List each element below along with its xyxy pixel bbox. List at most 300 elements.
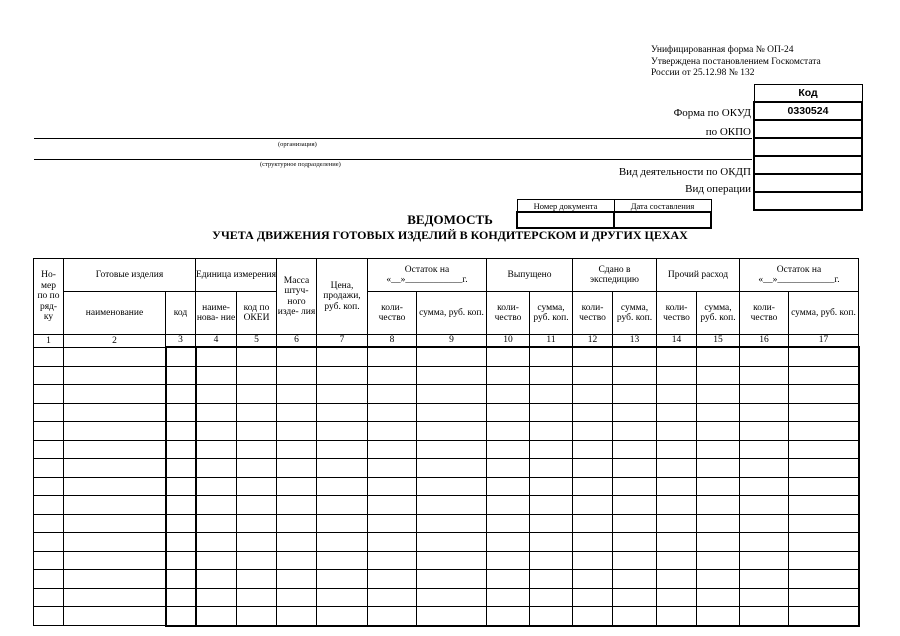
table-cell[interactable]	[317, 570, 368, 589]
header-number-e: ку	[43, 312, 54, 323]
table-cell[interactable]	[487, 347, 530, 366]
table-cell[interactable]	[237, 403, 277, 422]
table-cell[interactable]	[34, 533, 64, 552]
table-cell[interactable]	[487, 477, 530, 496]
table-cell[interactable]	[789, 551, 859, 570]
table-row	[34, 403, 859, 422]
column-number: 15	[697, 335, 740, 348]
header-released-sum: сумма, руб. коп.	[530, 292, 573, 335]
table-cell[interactable]	[196, 607, 237, 626]
table-cell[interactable]	[740, 588, 789, 607]
table-cell[interactable]	[740, 551, 789, 570]
table-cell[interactable]	[196, 422, 237, 441]
table-cell[interactable]	[740, 403, 789, 422]
table-cell[interactable]	[277, 514, 317, 533]
table-cell[interactable]	[417, 422, 487, 441]
table-cell[interactable]	[34, 477, 64, 496]
table-cell[interactable]	[657, 496, 697, 515]
table-cell[interactable]	[64, 514, 166, 533]
table-cell[interactable]	[277, 385, 317, 404]
table-cell[interactable]	[277, 459, 317, 478]
table-cell[interactable]	[34, 514, 64, 533]
table-cell[interactable]	[34, 570, 64, 589]
table-cell[interactable]	[417, 533, 487, 552]
table-cell[interactable]	[34, 403, 64, 422]
table-cell[interactable]	[573, 403, 613, 422]
table-cell[interactable]	[417, 588, 487, 607]
table-cell[interactable]	[740, 385, 789, 404]
table-cell[interactable]	[64, 347, 166, 366]
table-cell[interactable]	[317, 403, 368, 422]
table-cell[interactable]	[196, 570, 237, 589]
table-cell[interactable]	[573, 440, 613, 459]
table-cell[interactable]	[573, 514, 613, 533]
table-cell[interactable]	[417, 366, 487, 385]
table-cell[interactable]	[368, 496, 417, 515]
table-row	[34, 440, 859, 459]
header-expedition-sum: сумма, руб. коп.	[613, 292, 657, 335]
table-cell[interactable]	[64, 570, 166, 589]
table-cell[interactable]	[417, 440, 487, 459]
table-cell[interactable]	[789, 588, 859, 607]
column-number: 7	[317, 335, 368, 348]
table-cell[interactable]	[657, 366, 697, 385]
table-cell[interactable]	[196, 440, 237, 459]
table-cell[interactable]	[196, 403, 237, 422]
codes-table	[753, 84, 863, 211]
table-cell[interactable]	[317, 422, 368, 441]
table-cell[interactable]	[530, 477, 573, 496]
table-cell[interactable]	[64, 459, 166, 478]
table-cell[interactable]	[487, 551, 530, 570]
table-cell[interactable]	[64, 607, 166, 626]
table-cell[interactable]	[657, 533, 697, 552]
table-cell[interactable]	[530, 514, 573, 533]
table-cell[interactable]	[657, 459, 697, 478]
table-cell[interactable]	[573, 459, 613, 478]
table-cell[interactable]	[740, 440, 789, 459]
table-cell[interactable]	[697, 588, 740, 607]
table-cell[interactable]	[697, 347, 740, 366]
table-cell[interactable]	[487, 533, 530, 552]
table-cell[interactable]	[740, 477, 789, 496]
table-cell[interactable]	[166, 514, 196, 533]
table-cell[interactable]	[613, 588, 657, 607]
table-cell[interactable]	[368, 347, 417, 366]
table-cell[interactable]	[613, 607, 657, 626]
table-cell[interactable]	[237, 496, 277, 515]
table-cell[interactable]	[487, 514, 530, 533]
table-cell[interactable]	[237, 514, 277, 533]
table-cell[interactable]	[740, 347, 789, 366]
table-cell[interactable]	[417, 403, 487, 422]
table-cell[interactable]	[697, 385, 740, 404]
table-cell[interactable]	[789, 366, 859, 385]
table-cell[interactable]	[487, 459, 530, 478]
table-cell[interactable]	[613, 422, 657, 441]
table-cell[interactable]	[166, 570, 196, 589]
table-cell[interactable]	[573, 607, 613, 626]
table-cell[interactable]	[789, 496, 859, 515]
table-cell[interactable]	[697, 477, 740, 496]
table-cell[interactable]	[789, 514, 859, 533]
table-cell[interactable]	[573, 366, 613, 385]
table-cell[interactable]	[530, 496, 573, 515]
table-cell[interactable]	[530, 570, 573, 589]
table-cell[interactable]	[657, 588, 697, 607]
table-cell[interactable]	[613, 459, 657, 478]
table-cell[interactable]	[657, 385, 697, 404]
table-cell[interactable]	[317, 588, 368, 607]
table-cell[interactable]	[740, 422, 789, 441]
table-cell[interactable]	[166, 403, 196, 422]
table-cell[interactable]	[64, 496, 166, 515]
table-cell[interactable]	[613, 570, 657, 589]
table-cell[interactable]	[317, 607, 368, 626]
table-cell[interactable]	[368, 514, 417, 533]
table-cell[interactable]	[697, 514, 740, 533]
table-cell[interactable]	[487, 570, 530, 589]
extra-code-value[interactable]	[754, 138, 862, 156]
table-cell[interactable]	[530, 533, 573, 552]
header-number-c: по по	[37, 291, 60, 302]
table-cell[interactable]	[277, 533, 317, 552]
table-cell[interactable]	[613, 403, 657, 422]
table-cell[interactable]	[277, 477, 317, 496]
table-cell[interactable]	[34, 588, 64, 607]
table-cell[interactable]	[613, 551, 657, 570]
table-cell[interactable]	[657, 551, 697, 570]
table-cell[interactable]	[740, 533, 789, 552]
table-cell[interactable]	[417, 477, 487, 496]
table-cell[interactable]	[417, 514, 487, 533]
table-cell[interactable]	[237, 347, 277, 366]
table-cell[interactable]	[277, 440, 317, 459]
table-cell[interactable]	[613, 347, 657, 366]
table-cell[interactable]	[657, 477, 697, 496]
header-number-d: ряд-	[39, 301, 58, 312]
table-cell[interactable]	[277, 347, 317, 366]
table-cell[interactable]	[789, 607, 859, 626]
operation-value[interactable]	[754, 192, 862, 210]
table-cell[interactable]	[368, 588, 417, 607]
table-cell[interactable]	[196, 347, 237, 366]
table-cell[interactable]	[573, 385, 613, 404]
table-cell[interactable]	[417, 347, 487, 366]
table-cell[interactable]	[196, 366, 237, 385]
table-cell[interactable]	[317, 533, 368, 552]
table-cell[interactable]	[34, 551, 64, 570]
table-cell[interactable]	[277, 403, 317, 422]
table-cell[interactable]	[697, 422, 740, 441]
table-cell[interactable]	[237, 440, 277, 459]
table-cell[interactable]	[573, 422, 613, 441]
table-cell[interactable]	[368, 459, 417, 478]
table-cell[interactable]	[277, 570, 317, 589]
table-cell[interactable]	[657, 514, 697, 533]
table-cell[interactable]	[166, 440, 196, 459]
table-cell[interactable]	[487, 440, 530, 459]
codes-title: Код	[754, 85, 862, 103]
table-cell[interactable]	[237, 607, 277, 626]
form-header-line1: Унифицированная форма № ОП-24	[651, 45, 794, 55]
table-cell[interactable]	[64, 588, 166, 607]
table-cell[interactable]	[613, 514, 657, 533]
okdp-value[interactable]	[754, 174, 862, 192]
table-cell[interactable]	[368, 533, 417, 552]
column-number: 5	[237, 335, 277, 348]
table-cell[interactable]	[317, 366, 368, 385]
table-cell[interactable]	[34, 440, 64, 459]
table-cell[interactable]	[64, 366, 166, 385]
table-cell[interactable]	[237, 385, 277, 404]
table-cell[interactable]	[34, 496, 64, 515]
table-cell[interactable]	[277, 551, 317, 570]
table-cell[interactable]	[740, 570, 789, 589]
table-cell[interactable]	[697, 533, 740, 552]
extra-code-value-2[interactable]	[754, 156, 862, 174]
header-price: Цена, продажи, руб. коп.	[317, 259, 368, 335]
subdivision-line[interactable]	[34, 159, 752, 160]
table-cell[interactable]	[368, 440, 417, 459]
table-cell[interactable]	[237, 551, 277, 570]
table-cell[interactable]	[697, 607, 740, 626]
table-cell[interactable]	[789, 477, 859, 496]
table-row	[34, 607, 859, 626]
table-cell[interactable]	[237, 459, 277, 478]
table-cell[interactable]	[573, 551, 613, 570]
table-cell[interactable]	[789, 422, 859, 441]
table-cell[interactable]	[697, 570, 740, 589]
table-cell[interactable]	[64, 477, 166, 496]
okdp-label: Вид деятельности по ОКДП	[618, 166, 751, 178]
table-cell[interactable]	[368, 422, 417, 441]
table-cell[interactable]	[368, 570, 417, 589]
table-cell[interactable]	[196, 514, 237, 533]
table-cell[interactable]	[530, 366, 573, 385]
table-cell[interactable]	[789, 385, 859, 404]
table-cell[interactable]	[196, 496, 237, 515]
table-cell[interactable]	[697, 551, 740, 570]
table-cell[interactable]	[317, 440, 368, 459]
table-cell[interactable]	[368, 385, 417, 404]
header-rest-start-sum: сумма, руб. коп.	[417, 292, 487, 335]
table-cell[interactable]	[237, 533, 277, 552]
table-cell[interactable]	[368, 403, 417, 422]
table-cell[interactable]	[34, 422, 64, 441]
table-cell[interactable]	[740, 607, 789, 626]
table-cell[interactable]	[277, 366, 317, 385]
table-cell[interactable]	[166, 459, 196, 478]
table-cell[interactable]	[487, 496, 530, 515]
table-cell[interactable]	[573, 588, 613, 607]
table-cell[interactable]	[237, 570, 277, 589]
table-cell[interactable]	[657, 422, 697, 441]
table-cell[interactable]	[417, 459, 487, 478]
table-cell[interactable]	[740, 514, 789, 533]
table-cell[interactable]	[317, 459, 368, 478]
table-cell[interactable]	[487, 607, 530, 626]
table-cell[interactable]	[237, 588, 277, 607]
table-cell[interactable]	[530, 607, 573, 626]
column-number: 11	[530, 335, 573, 348]
table-cell[interactable]	[317, 477, 368, 496]
table-cell[interactable]	[613, 366, 657, 385]
organization-line[interactable]	[34, 138, 752, 139]
column-number: 12	[573, 335, 613, 348]
table-cell[interactable]	[613, 440, 657, 459]
table-cell[interactable]	[657, 570, 697, 589]
table-cell[interactable]	[317, 551, 368, 570]
table-cell[interactable]	[487, 588, 530, 607]
table-cell[interactable]	[368, 477, 417, 496]
table-body	[34, 347, 859, 626]
column-numbers-row	[34, 335, 859, 348]
table-cell[interactable]	[740, 366, 789, 385]
table-cell[interactable]	[789, 403, 859, 422]
header-released-qty: коли- чество	[487, 292, 530, 335]
header-expedition: Сдано в экспедицию	[573, 259, 657, 292]
okud-label: Форма по ОКУД	[673, 107, 751, 119]
table-cell[interactable]	[196, 588, 237, 607]
table-cell[interactable]	[277, 496, 317, 515]
table-cell[interactable]	[740, 496, 789, 515]
table-cell[interactable]	[487, 422, 530, 441]
table-cell[interactable]	[697, 459, 740, 478]
table-cell[interactable]	[573, 570, 613, 589]
table-cell[interactable]	[166, 607, 196, 626]
column-number: 16	[740, 335, 789, 348]
table-cell[interactable]	[657, 403, 697, 422]
table-cell[interactable]	[697, 403, 740, 422]
table-cell[interactable]	[237, 422, 277, 441]
table-cell[interactable]	[277, 607, 317, 626]
table-cell[interactable]	[166, 477, 196, 496]
table-cell[interactable]	[530, 440, 573, 459]
table-cell[interactable]	[417, 385, 487, 404]
table-cell[interactable]	[34, 607, 64, 626]
table-cell[interactable]	[317, 514, 368, 533]
table-cell[interactable]	[196, 551, 237, 570]
table-row	[34, 477, 859, 496]
header-number-b: мер	[41, 280, 56, 291]
table-cell[interactable]	[64, 385, 166, 404]
table-cell[interactable]	[417, 570, 487, 589]
table-cell[interactable]	[417, 607, 487, 626]
table-cell[interactable]	[789, 459, 859, 478]
table-cell[interactable]	[64, 422, 166, 441]
table-cell[interactable]	[657, 440, 697, 459]
table-cell[interactable]	[697, 366, 740, 385]
table-cell[interactable]	[64, 551, 166, 570]
table-cell[interactable]	[573, 477, 613, 496]
table-cell[interactable]	[368, 551, 417, 570]
table-cell[interactable]	[530, 403, 573, 422]
table-cell[interactable]	[530, 588, 573, 607]
table-cell[interactable]	[196, 385, 237, 404]
table-cell[interactable]	[196, 459, 237, 478]
table-cell[interactable]	[613, 533, 657, 552]
header-number-a: Но-	[41, 270, 56, 281]
table-cell[interactable]	[317, 496, 368, 515]
table-cell[interactable]	[317, 385, 368, 404]
table-cell[interactable]	[166, 347, 196, 366]
table-cell[interactable]	[237, 477, 277, 496]
table-cell[interactable]	[317, 347, 368, 366]
table-cell[interactable]	[530, 551, 573, 570]
table-cell[interactable]	[277, 422, 317, 441]
table-cell[interactable]	[487, 403, 530, 422]
table-cell[interactable]	[487, 366, 530, 385]
operation-label: Вид операции	[685, 183, 751, 195]
table-cell[interactable]	[368, 366, 417, 385]
table-cell[interactable]	[613, 477, 657, 496]
table-cell[interactable]	[417, 496, 487, 515]
table-cell[interactable]	[166, 496, 196, 515]
table-cell[interactable]	[34, 459, 64, 478]
table-cell[interactable]	[530, 385, 573, 404]
table-row	[34, 588, 859, 607]
table-cell[interactable]	[613, 385, 657, 404]
okpo-value[interactable]	[754, 120, 862, 138]
table-cell[interactable]	[64, 403, 166, 422]
table-cell[interactable]	[487, 385, 530, 404]
table-cell[interactable]	[573, 533, 613, 552]
table-cell[interactable]	[789, 347, 859, 366]
table-cell[interactable]	[196, 477, 237, 496]
table-cell[interactable]	[789, 440, 859, 459]
header-mass: Масса штуч- ного изде- лия	[277, 259, 317, 335]
table-cell[interactable]	[573, 496, 613, 515]
table-cell[interactable]	[34, 347, 64, 366]
table-cell[interactable]	[697, 496, 740, 515]
table-cell[interactable]	[64, 533, 166, 552]
table-cell[interactable]	[789, 533, 859, 552]
column-number: 9	[417, 335, 487, 348]
table-cell[interactable]	[417, 551, 487, 570]
table-cell[interactable]	[64, 440, 166, 459]
column-number: 3	[166, 335, 196, 348]
table-cell[interactable]	[166, 588, 196, 607]
header-rest-start: Остаток на «__»____________г.	[368, 259, 487, 292]
table-cell[interactable]	[166, 385, 196, 404]
okud-value[interactable]: 0330524	[754, 102, 862, 120]
table-cell[interactable]	[166, 533, 196, 552]
table-cell[interactable]	[657, 607, 697, 626]
header-rest-end-qty: коли- чество	[740, 292, 789, 335]
table-cell[interactable]	[166, 551, 196, 570]
table-cell[interactable]	[368, 607, 417, 626]
table-cell[interactable]	[34, 385, 64, 404]
table-row	[34, 533, 859, 552]
table-cell[interactable]	[166, 366, 196, 385]
table-cell[interactable]	[530, 347, 573, 366]
table-cell[interactable]	[657, 347, 697, 366]
table-cell[interactable]	[34, 366, 64, 385]
table-cell[interactable]	[530, 422, 573, 441]
table-cell[interactable]	[613, 496, 657, 515]
table-cell[interactable]	[277, 588, 317, 607]
movement-table	[33, 258, 860, 627]
table-cell[interactable]	[166, 422, 196, 441]
table-cell[interactable]	[196, 533, 237, 552]
table-cell[interactable]	[573, 347, 613, 366]
table-cell[interactable]	[237, 366, 277, 385]
table-cell[interactable]	[697, 440, 740, 459]
table-cell[interactable]	[740, 459, 789, 478]
table-cell[interactable]	[530, 459, 573, 478]
table-cell[interactable]	[789, 570, 859, 589]
